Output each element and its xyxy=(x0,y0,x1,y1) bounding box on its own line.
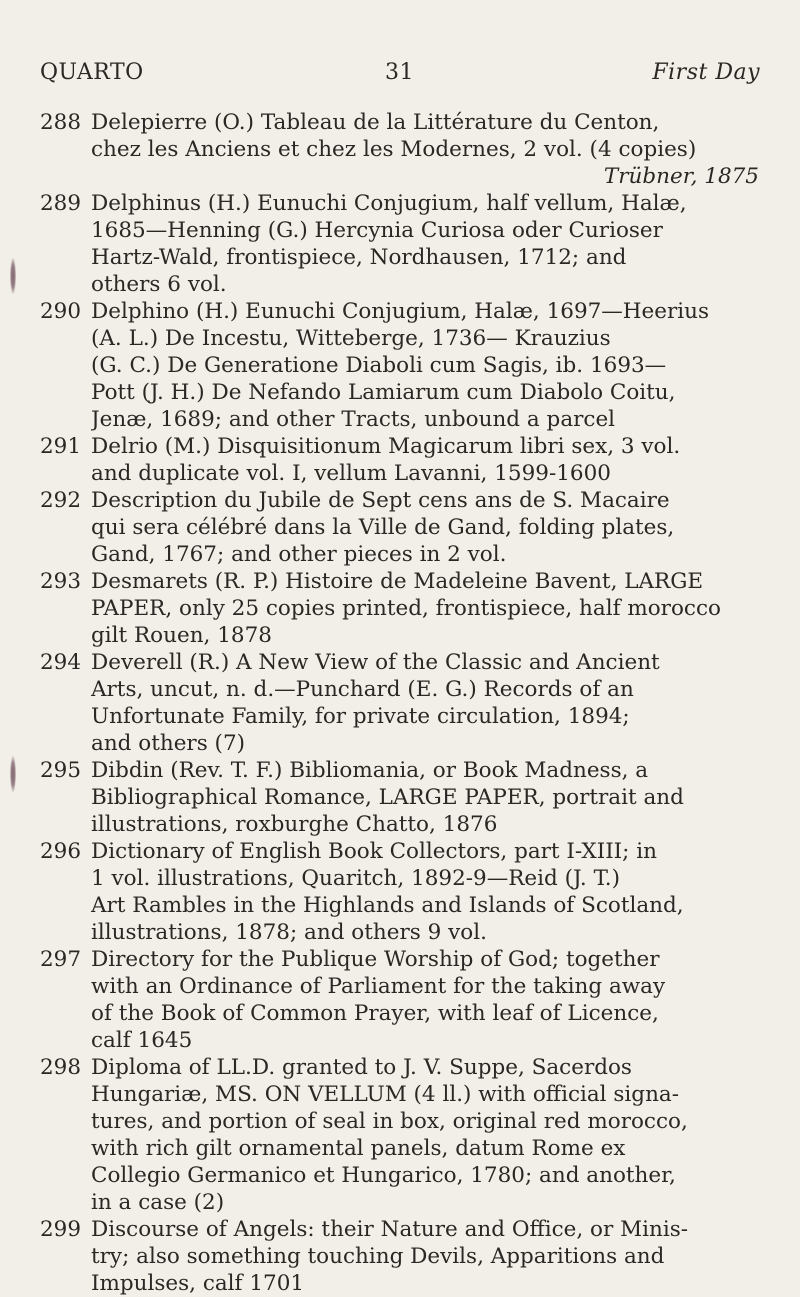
lot-line: tures, and portion of seal in box, original red morocco, xyxy=(91,1109,688,1134)
lot-line: Trübner, 1875 xyxy=(603,164,759,189)
lot-line: PAPER, only 25 copies printed, frontispiece, half morocco xyxy=(91,596,721,621)
lot-number: 297 xyxy=(40,947,82,972)
lot-number: 290 xyxy=(40,299,82,324)
page-blemish xyxy=(10,756,16,792)
lot-description xyxy=(91,487,759,568)
lot-line: Unfortunate Family, for private circulation, 1894; xyxy=(91,704,630,729)
lot-line: Bibliographical Romance, LARGE PAPER, portrait and xyxy=(91,785,684,810)
lot-line: Delphinus (H.) Eunuchi Conjugium, half vellum, Halæ, xyxy=(91,191,687,216)
lot-line: and duplicate vol. I, vellum Lavanni, 1599-1600 xyxy=(91,461,611,486)
lot-description xyxy=(91,190,759,298)
lot-line: try; also something touching Devils, Apparitions and xyxy=(91,1244,665,1269)
lot-line: Delrio (M.) Disquisitionum Magicarum libri sex, 3 vol. xyxy=(91,434,681,459)
lot-line: qui sera célébré dans la Ville de Gand, folding plates, xyxy=(91,515,675,540)
lot-line: Gand, 1767; and other pieces in 2 vol. xyxy=(91,542,507,567)
lot-description xyxy=(91,838,759,946)
lot-line: Description du Jubile de Sept cens ans de S. Macaire xyxy=(91,488,670,513)
sale-day: First Day xyxy=(652,60,760,85)
section-title: QUARTO xyxy=(40,60,144,85)
lot-number: 295 xyxy=(40,758,82,783)
lot-line: Arts, uncut, n. d.—Punchard (E. G.) Records of an xyxy=(91,677,634,702)
lot-line: (G. C.) De Generatione Diaboli cum Sagis, ib. 1693— xyxy=(91,353,667,378)
lot-line: Diploma of LL.D. granted to J. V. Suppe, Sacerdos xyxy=(91,1055,632,1080)
lot-number: 294 xyxy=(40,650,82,675)
lot-line: Art Rambles in the Highlands and Islands of Scotland, xyxy=(91,893,684,918)
lot-number: 298 xyxy=(40,1055,82,1080)
lot-line: others 6 vol. xyxy=(91,272,227,297)
lot-number: 293 xyxy=(40,569,82,594)
lot-line: calf 1645 xyxy=(91,1028,193,1053)
lot-description xyxy=(91,298,759,433)
lot-line: Jenæ, 1689; and other Tracts, unbound a parcel xyxy=(91,407,616,432)
lot-line: and others (7) xyxy=(91,731,246,756)
lot-number: 296 xyxy=(40,839,82,864)
lot-description xyxy=(91,568,759,649)
page-number: 31 xyxy=(385,60,414,85)
lot-line: with rich gilt ornamental panels, datum Rome ex xyxy=(91,1136,626,1161)
lot-line: Dibdin (Rev. T. F.) Bibliomania, or Book Madness, a xyxy=(91,758,649,783)
lot-description xyxy=(91,649,759,757)
lot-description xyxy=(91,1054,759,1216)
page-blemish xyxy=(10,258,16,294)
lot-line: chez les Anciens et chez les Modernes, 2 vol. (4 copies) xyxy=(91,137,697,162)
lot-line: Pott (J. H.) De Nefando Lamiarum cum Diabolo Coitu, xyxy=(91,380,676,405)
lot-description xyxy=(91,757,759,838)
lot-line: Deverell (R.) A New View of the Classic and Ancient xyxy=(91,650,660,675)
lot-line: Discourse of Angels: their Nature and Office, or Minis- xyxy=(91,1217,689,1242)
lot-number: 288 xyxy=(40,110,82,135)
lot-line: Dictionary of English Book Collectors, part I-XIII; in xyxy=(91,839,657,864)
lot-description xyxy=(91,1216,759,1297)
lot-line: (A. L.) De Incestu, Witteberge, 1736— Krauzius xyxy=(91,326,611,351)
lot-number: 292 xyxy=(40,488,82,513)
lot-line: of the Book of Common Prayer, with leaf of Licence, xyxy=(91,1001,659,1026)
lot-line: Delepierre (O.) Tableau de la Littérature du Centon, xyxy=(91,110,660,135)
lot-line: with an Ordinance of Parliament for the taking away xyxy=(91,974,666,999)
lot-line: Collegio Germanico et Hungarico, 1780; and another, xyxy=(91,1163,676,1188)
lot-line: 1 vol. illustrations, Quaritch, 1892-9—Reid (J. T.) xyxy=(91,866,620,891)
lot-line: in a case (2) xyxy=(91,1190,225,1215)
lot-line: 1685—Henning (G.) Hercynia Curiosa oder Curioser xyxy=(91,218,663,243)
lot-number: 291 xyxy=(40,434,82,459)
lot-number: 299 xyxy=(40,1217,82,1242)
lot-description xyxy=(91,109,759,190)
lot-number: 289 xyxy=(40,191,82,216)
lot-line: Directory for the Publique Worship of God; together xyxy=(91,947,660,972)
lot-line: Hartz-Wald, frontispiece, Nordhausen, 1712; and xyxy=(91,245,627,270)
lot-line: illustrations, 1878; and others 9 vol. xyxy=(91,920,487,945)
lot-description xyxy=(91,946,759,1054)
lot-line: Hungariæ, MS. ON VELLUM (4 ll.) with official signa- xyxy=(91,1082,679,1107)
lot-line: Impulses, calf 1701 xyxy=(91,1271,305,1296)
lot-line: Delphino (H.) Eunuchi Conjugium, Halæ, 1697—Heerius xyxy=(91,299,710,324)
lot-line: Desmarets (R. P.) Histoire de Madeleine Bavent, LARGE xyxy=(91,569,704,594)
lot-description xyxy=(91,433,759,487)
lot-line: illustrations, roxburghe Chatto, 1876 xyxy=(91,812,498,837)
lot-line: gilt Rouen, 1878 xyxy=(91,623,272,648)
